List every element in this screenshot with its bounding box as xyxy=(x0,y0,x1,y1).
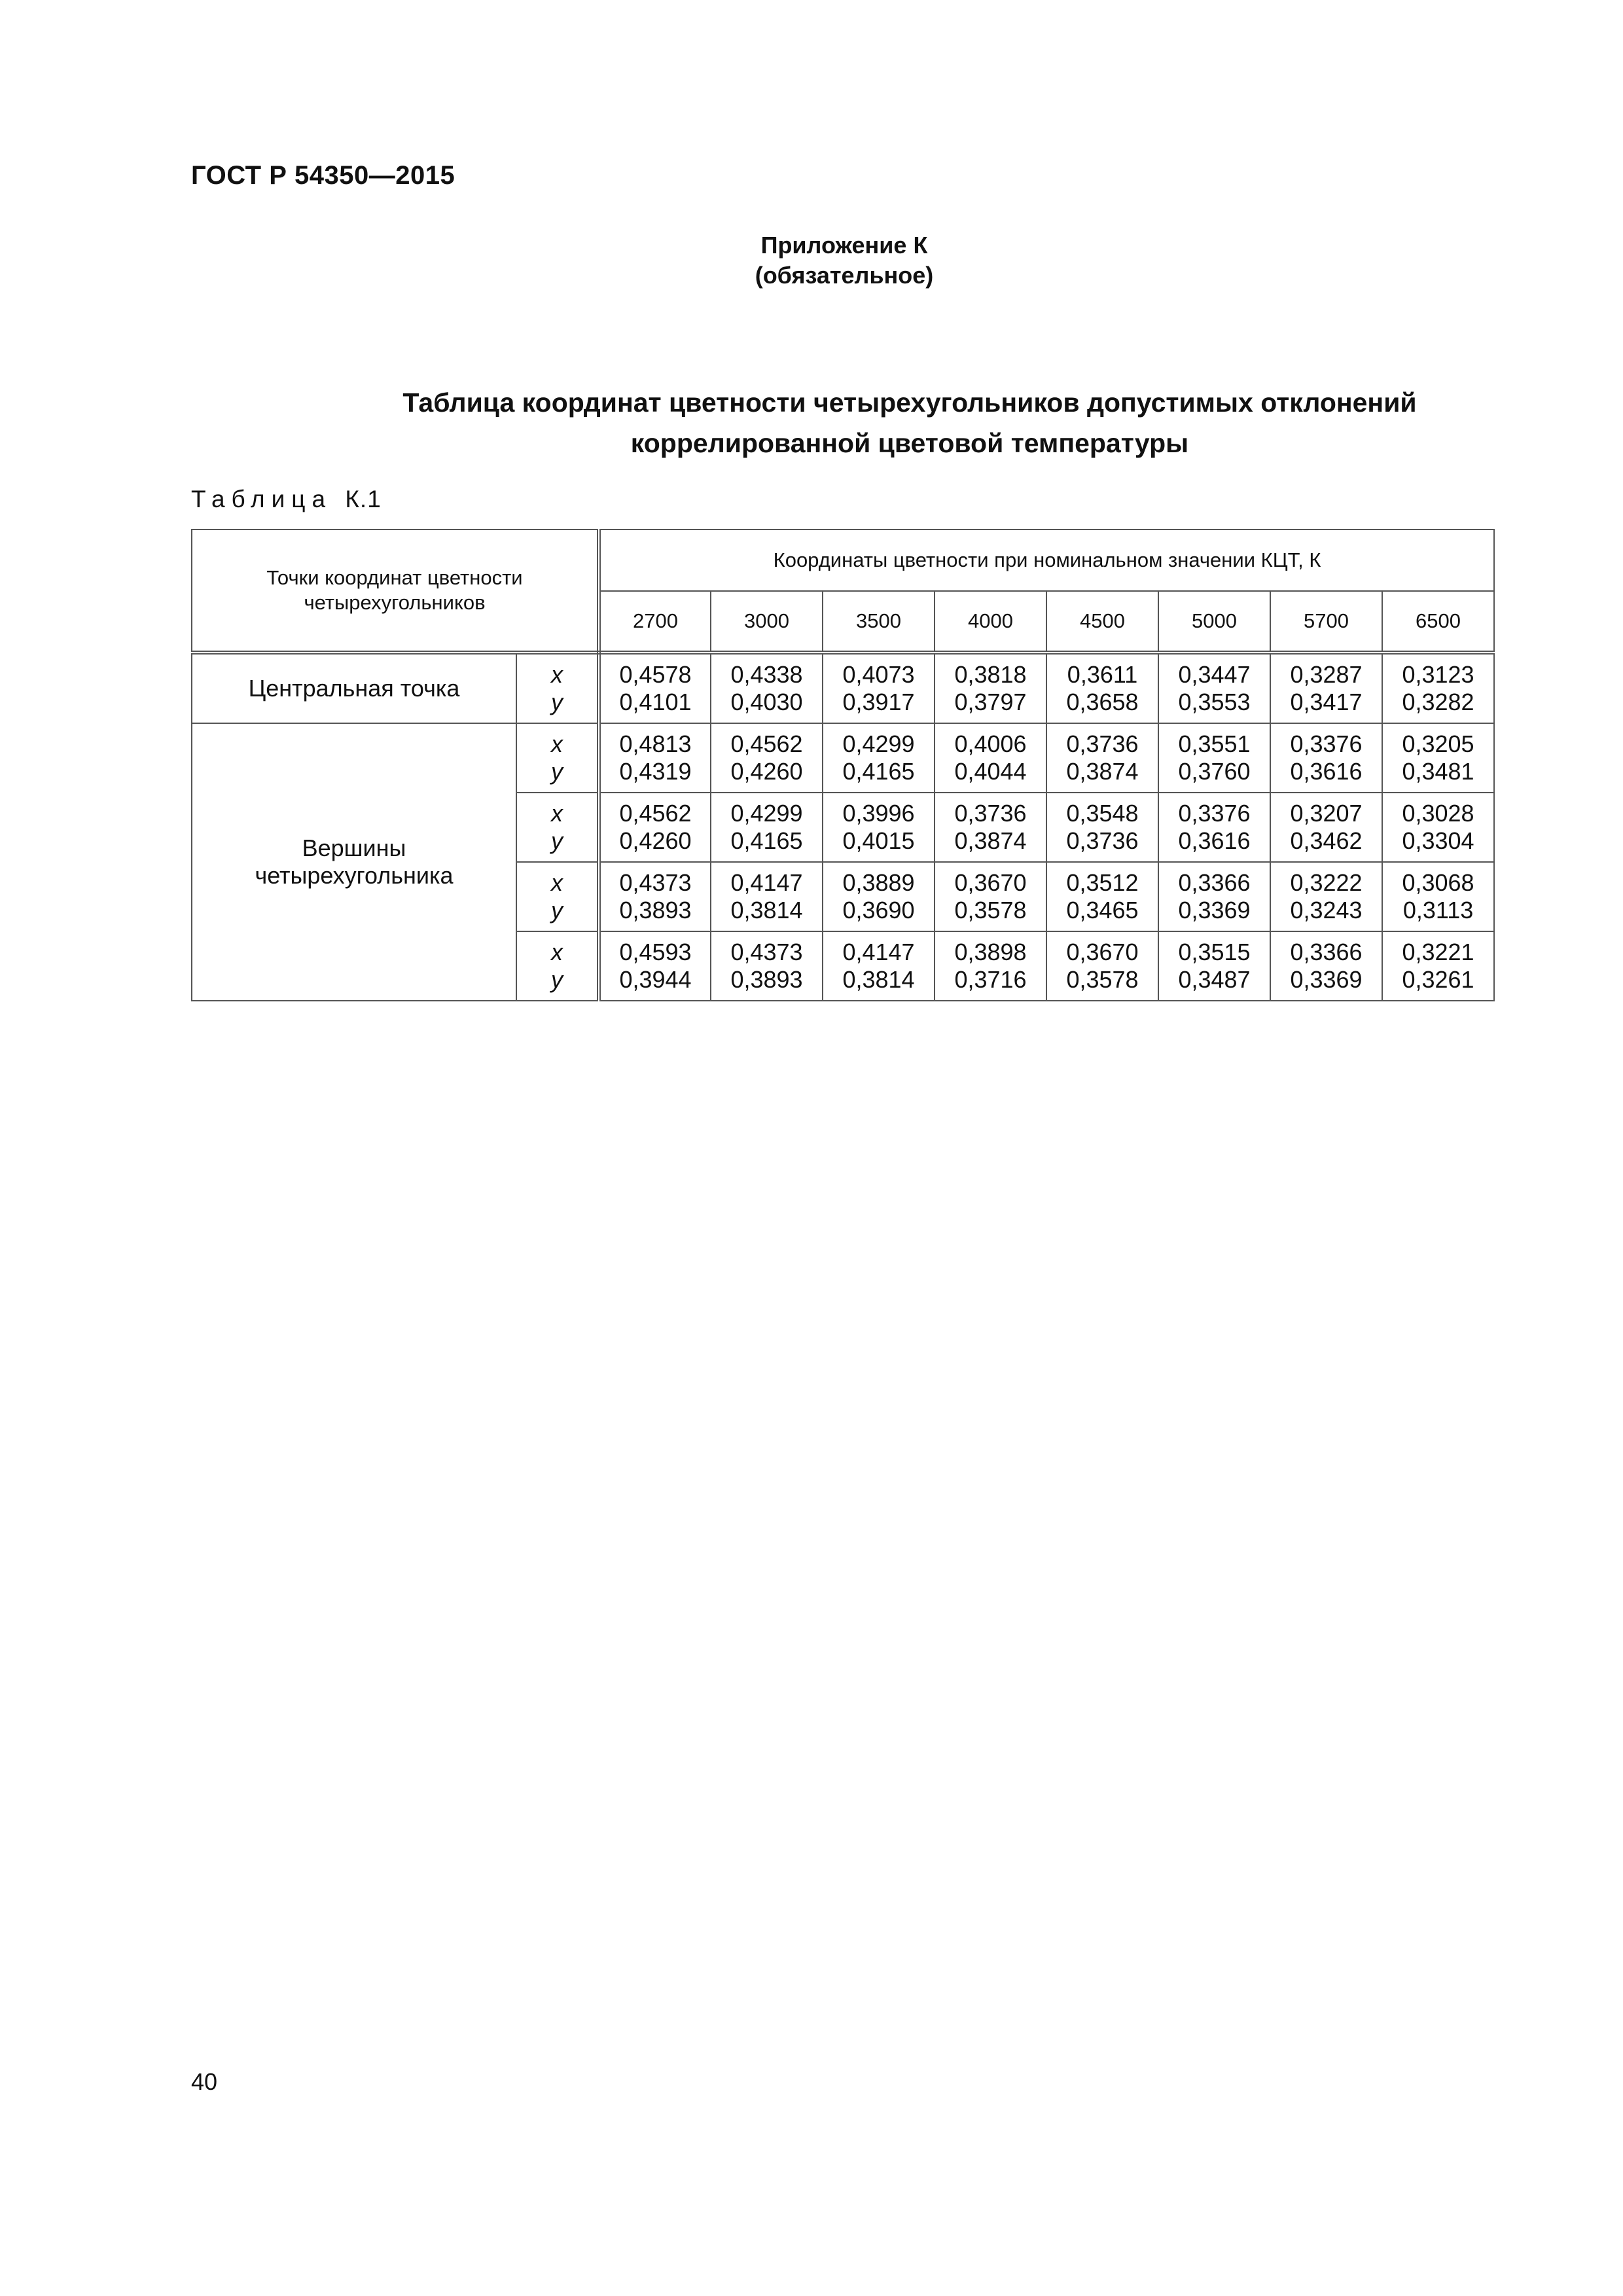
coordinate-cell xyxy=(1382,653,1494,723)
header-points-line-1: Точки координат цветности xyxy=(266,566,523,589)
coordinate-y-value: 0,3417 xyxy=(1290,689,1363,715)
coordinate-x-value: 0,3611 xyxy=(1067,661,1138,688)
coordinate-y-value: 0,3944 xyxy=(619,966,692,993)
cct-header-cell: 4000 xyxy=(935,591,1046,653)
coordinate-cell xyxy=(1270,862,1382,931)
coordinate-cell xyxy=(935,723,1046,793)
coordinate-cell xyxy=(711,723,823,793)
coordinate-x-value: 0,4073 xyxy=(842,661,915,688)
coordinate-y-value: 0,3814 xyxy=(842,966,915,993)
cct-header-cell: 5700 xyxy=(1270,591,1382,653)
coordinate-y-value: 0,3716 xyxy=(954,966,1027,993)
coordinate-cell xyxy=(823,653,935,723)
coordinate-x-value: 0,4006 xyxy=(954,730,1027,757)
axis-y-label: y xyxy=(551,827,563,854)
coordinate-cell xyxy=(599,793,711,862)
coordinate-x-value: 0,3515 xyxy=(1178,939,1251,965)
coordinate-cell xyxy=(935,862,1046,931)
coordinate-cell xyxy=(1270,793,1382,862)
table-title-line-2: коррелированной цветовой температуры xyxy=(630,428,1189,458)
table-caption xyxy=(191,486,382,513)
axis-cell xyxy=(516,931,599,1001)
coordinate-cell xyxy=(823,862,935,931)
coordinate-y-value: 0,3814 xyxy=(730,897,803,924)
central-point-label: Центральная точка xyxy=(192,653,516,723)
axis-x-label: x xyxy=(551,939,563,965)
coordinate-cell xyxy=(1046,723,1158,793)
table-title-line-1: Таблица координат цветности четырехугольников допустимых отклонений xyxy=(402,387,1417,418)
coordinate-x-value: 0,4562 xyxy=(730,730,803,757)
coordinate-x-value: 0,3222 xyxy=(1290,869,1363,896)
coordinate-y-value: 0,4319 xyxy=(619,758,692,785)
coordinate-cell xyxy=(599,931,711,1001)
vertices-label-line-2: четырехугольника xyxy=(255,862,454,889)
coordinate-y-value: 0,3282 xyxy=(1402,689,1474,715)
axis-x-label: x xyxy=(551,800,563,827)
coordinate-y-value: 0,4260 xyxy=(619,827,692,854)
vertices-label-line-1: Вершины xyxy=(302,834,406,861)
coordinate-cell xyxy=(935,793,1046,862)
coordinate-x-value: 0,4338 xyxy=(730,661,803,688)
coordinate-x-value: 0,3736 xyxy=(1066,730,1139,757)
axis-cell xyxy=(516,793,599,862)
coordinate-y-value: 0,4260 xyxy=(730,758,803,785)
appendix-heading xyxy=(681,230,1008,291)
coordinate-x-value: 0,4578 xyxy=(619,661,692,688)
coordinate-x-value: 0,4299 xyxy=(730,800,803,827)
coordinate-y-value: 0,3462 xyxy=(1290,827,1363,854)
header-points-line-2: четырехугольников xyxy=(304,591,486,614)
coordinate-y-value: 0,3481 xyxy=(1402,758,1474,785)
axis-cell xyxy=(516,862,599,931)
coordinate-x-value: 0,3736 xyxy=(954,800,1027,827)
axis-y-label: y xyxy=(551,897,563,924)
coordinate-x-value: 0,3376 xyxy=(1178,800,1251,827)
coordinate-y-value: 0,3369 xyxy=(1178,897,1251,924)
cct-header-cell: 3000 xyxy=(711,591,823,653)
header-points xyxy=(192,529,599,653)
cct-header-cell: 5000 xyxy=(1158,591,1270,653)
coordinate-x-value: 0,3287 xyxy=(1290,661,1363,688)
coordinate-y-value: 0,3578 xyxy=(954,897,1027,924)
table-header-row xyxy=(192,529,1494,591)
coordinate-y-value: 0,3797 xyxy=(954,689,1027,715)
coordinate-cell xyxy=(1270,931,1382,1001)
coordinate-y-value: 0,4015 xyxy=(842,827,915,854)
coordinate-x-value: 0,4593 xyxy=(619,939,692,965)
coordinate-y-value: 0,3893 xyxy=(619,897,692,924)
coordinate-x-value: 0,3551 xyxy=(1178,730,1251,757)
coordinate-cell xyxy=(1270,653,1382,723)
coordinate-x-value: 0,4299 xyxy=(842,730,915,757)
cct-header-cell: 4500 xyxy=(1046,591,1158,653)
axis-x-label: x xyxy=(551,869,563,896)
coordinate-x-value: 0,3889 xyxy=(842,869,915,896)
coordinate-cell xyxy=(1046,793,1158,862)
coordinate-x-value: 0,3818 xyxy=(954,661,1027,688)
coordinate-y-value: 0,3261 xyxy=(1402,966,1474,993)
coordinate-cell xyxy=(1382,862,1494,931)
coordinate-cell xyxy=(823,723,935,793)
cct-header-cell: 6500 xyxy=(1382,591,1494,653)
coordinate-y-value: 0,4030 xyxy=(730,689,803,715)
axis-x-label: x xyxy=(551,730,563,757)
coordinate-cell xyxy=(1158,931,1270,1001)
cct-header-cell: 3500 xyxy=(823,591,935,653)
coordinate-x-value: 0,3548 xyxy=(1066,800,1139,827)
coordinate-cell xyxy=(823,793,935,862)
coordinate-x-value: 0,3068 xyxy=(1402,869,1474,896)
coordinate-y-value: 0,3690 xyxy=(842,897,915,924)
coordinate-x-value: 0,3205 xyxy=(1402,730,1474,757)
coordinate-y-value: 0,3893 xyxy=(730,966,803,993)
coordinate-cell xyxy=(1158,793,1270,862)
coordinate-y-value: 0,4101 xyxy=(619,689,692,715)
coordinate-y-value: 0,3113 xyxy=(1402,897,1474,924)
coordinate-x-value: 0,3028 xyxy=(1402,800,1474,827)
coordinate-cell xyxy=(1382,723,1494,793)
coordinate-x-value: 0,4373 xyxy=(619,869,692,896)
coordinate-y-value: 0,3874 xyxy=(1066,758,1139,785)
coordinate-cell xyxy=(599,653,711,723)
vertices-label xyxy=(192,723,516,1001)
appendix-status: (обязательное) xyxy=(755,262,934,289)
coordinate-cell xyxy=(711,862,823,931)
page-number: 40 xyxy=(191,2068,218,2095)
coordinate-cell xyxy=(1382,931,1494,1001)
coordinate-cell xyxy=(935,931,1046,1001)
coordinate-cell xyxy=(1382,793,1494,862)
central-point-row xyxy=(192,653,1494,723)
coordinate-y-value: 0,3465 xyxy=(1066,897,1139,924)
coordinate-x-value: 0,3123 xyxy=(1402,661,1474,688)
coordinate-x-value: 0,3512 xyxy=(1066,869,1139,896)
coordinate-cell xyxy=(711,653,823,723)
axis-x-label: x xyxy=(551,661,563,688)
coordinate-x-value: 0,3366 xyxy=(1178,869,1251,896)
coordinate-x-value: 0,3366 xyxy=(1290,939,1363,965)
table-title xyxy=(262,382,1558,463)
coordinate-cell xyxy=(1046,653,1158,723)
coordinate-cell xyxy=(1046,931,1158,1001)
coordinate-cell xyxy=(1046,862,1158,931)
coordinate-y-value: 0,3874 xyxy=(954,827,1027,854)
coordinate-x-value: 0,3447 xyxy=(1178,661,1251,688)
axis-y-label: y xyxy=(551,966,563,993)
coordinate-cell xyxy=(1158,653,1270,723)
coordinate-cell xyxy=(1158,723,1270,793)
header-coordinates: Координаты цветности при номинальном значении КЦТ, К xyxy=(599,529,1494,591)
coordinate-y-value: 0,3553 xyxy=(1178,689,1251,715)
coordinate-cell xyxy=(823,931,935,1001)
coordinate-y-value: 0,3760 xyxy=(1178,758,1251,785)
coordinate-y-value: 0,3243 xyxy=(1290,897,1363,924)
coordinate-cell xyxy=(711,793,823,862)
coordinate-x-value: 0,4562 xyxy=(619,800,692,827)
coordinate-x-value: 0,4147 xyxy=(730,869,803,896)
coordinate-y-value: 0,3369 xyxy=(1290,966,1363,993)
coordinate-cell xyxy=(711,931,823,1001)
document-code: ГОСТ Р 54350—2015 xyxy=(191,161,455,190)
coordinate-y-value: 0,4165 xyxy=(842,758,915,785)
coordinate-y-value: 0,4044 xyxy=(954,758,1027,785)
coordinate-cell xyxy=(599,862,711,931)
coordinate-y-value: 0,3487 xyxy=(1178,966,1251,993)
coordinate-y-value: 0,3616 xyxy=(1290,758,1363,785)
table-caption-number: К.1 xyxy=(345,486,382,512)
coordinate-x-value: 0,3221 xyxy=(1402,939,1474,965)
table-caption-word: Таблица xyxy=(191,486,332,512)
axis-y-label: y xyxy=(551,689,563,715)
coordinate-y-value: 0,3658 xyxy=(1066,689,1139,715)
coordinate-y-value: 0,3736 xyxy=(1066,827,1139,854)
coordinate-x-value: 0,3898 xyxy=(954,939,1027,965)
coordinate-x-value: 0,4813 xyxy=(619,730,692,757)
cct-header-cell: 2700 xyxy=(599,591,711,653)
axis-cell xyxy=(516,723,599,793)
vertex-row xyxy=(192,723,1494,793)
coordinate-y-value: 0,4165 xyxy=(730,827,803,854)
coordinate-y-value: 0,3917 xyxy=(842,689,915,715)
appendix-label: Приложение К xyxy=(760,232,928,259)
coordinate-y-value: 0,3578 xyxy=(1066,966,1139,993)
coordinate-y-value: 0,3616 xyxy=(1178,827,1251,854)
coordinate-x-value: 0,3996 xyxy=(842,800,915,827)
axis-y-label: y xyxy=(551,758,563,785)
coordinate-x-value: 0,3376 xyxy=(1290,730,1363,757)
coordinate-x-value: 0,4373 xyxy=(730,939,803,965)
coordinate-cell xyxy=(935,653,1046,723)
chromaticity-table xyxy=(191,529,1495,1001)
axis-cell xyxy=(516,653,599,723)
coordinate-cell xyxy=(599,723,711,793)
coordinate-x-value: 0,3670 xyxy=(1066,939,1139,965)
coordinate-x-value: 0,3207 xyxy=(1290,800,1363,827)
coordinate-x-value: 0,3670 xyxy=(954,869,1027,896)
coordinate-x-value: 0,4147 xyxy=(842,939,915,965)
coordinate-cell xyxy=(1158,862,1270,931)
coordinate-cell xyxy=(1270,723,1382,793)
coordinate-y-value: 0,3304 xyxy=(1402,827,1474,854)
